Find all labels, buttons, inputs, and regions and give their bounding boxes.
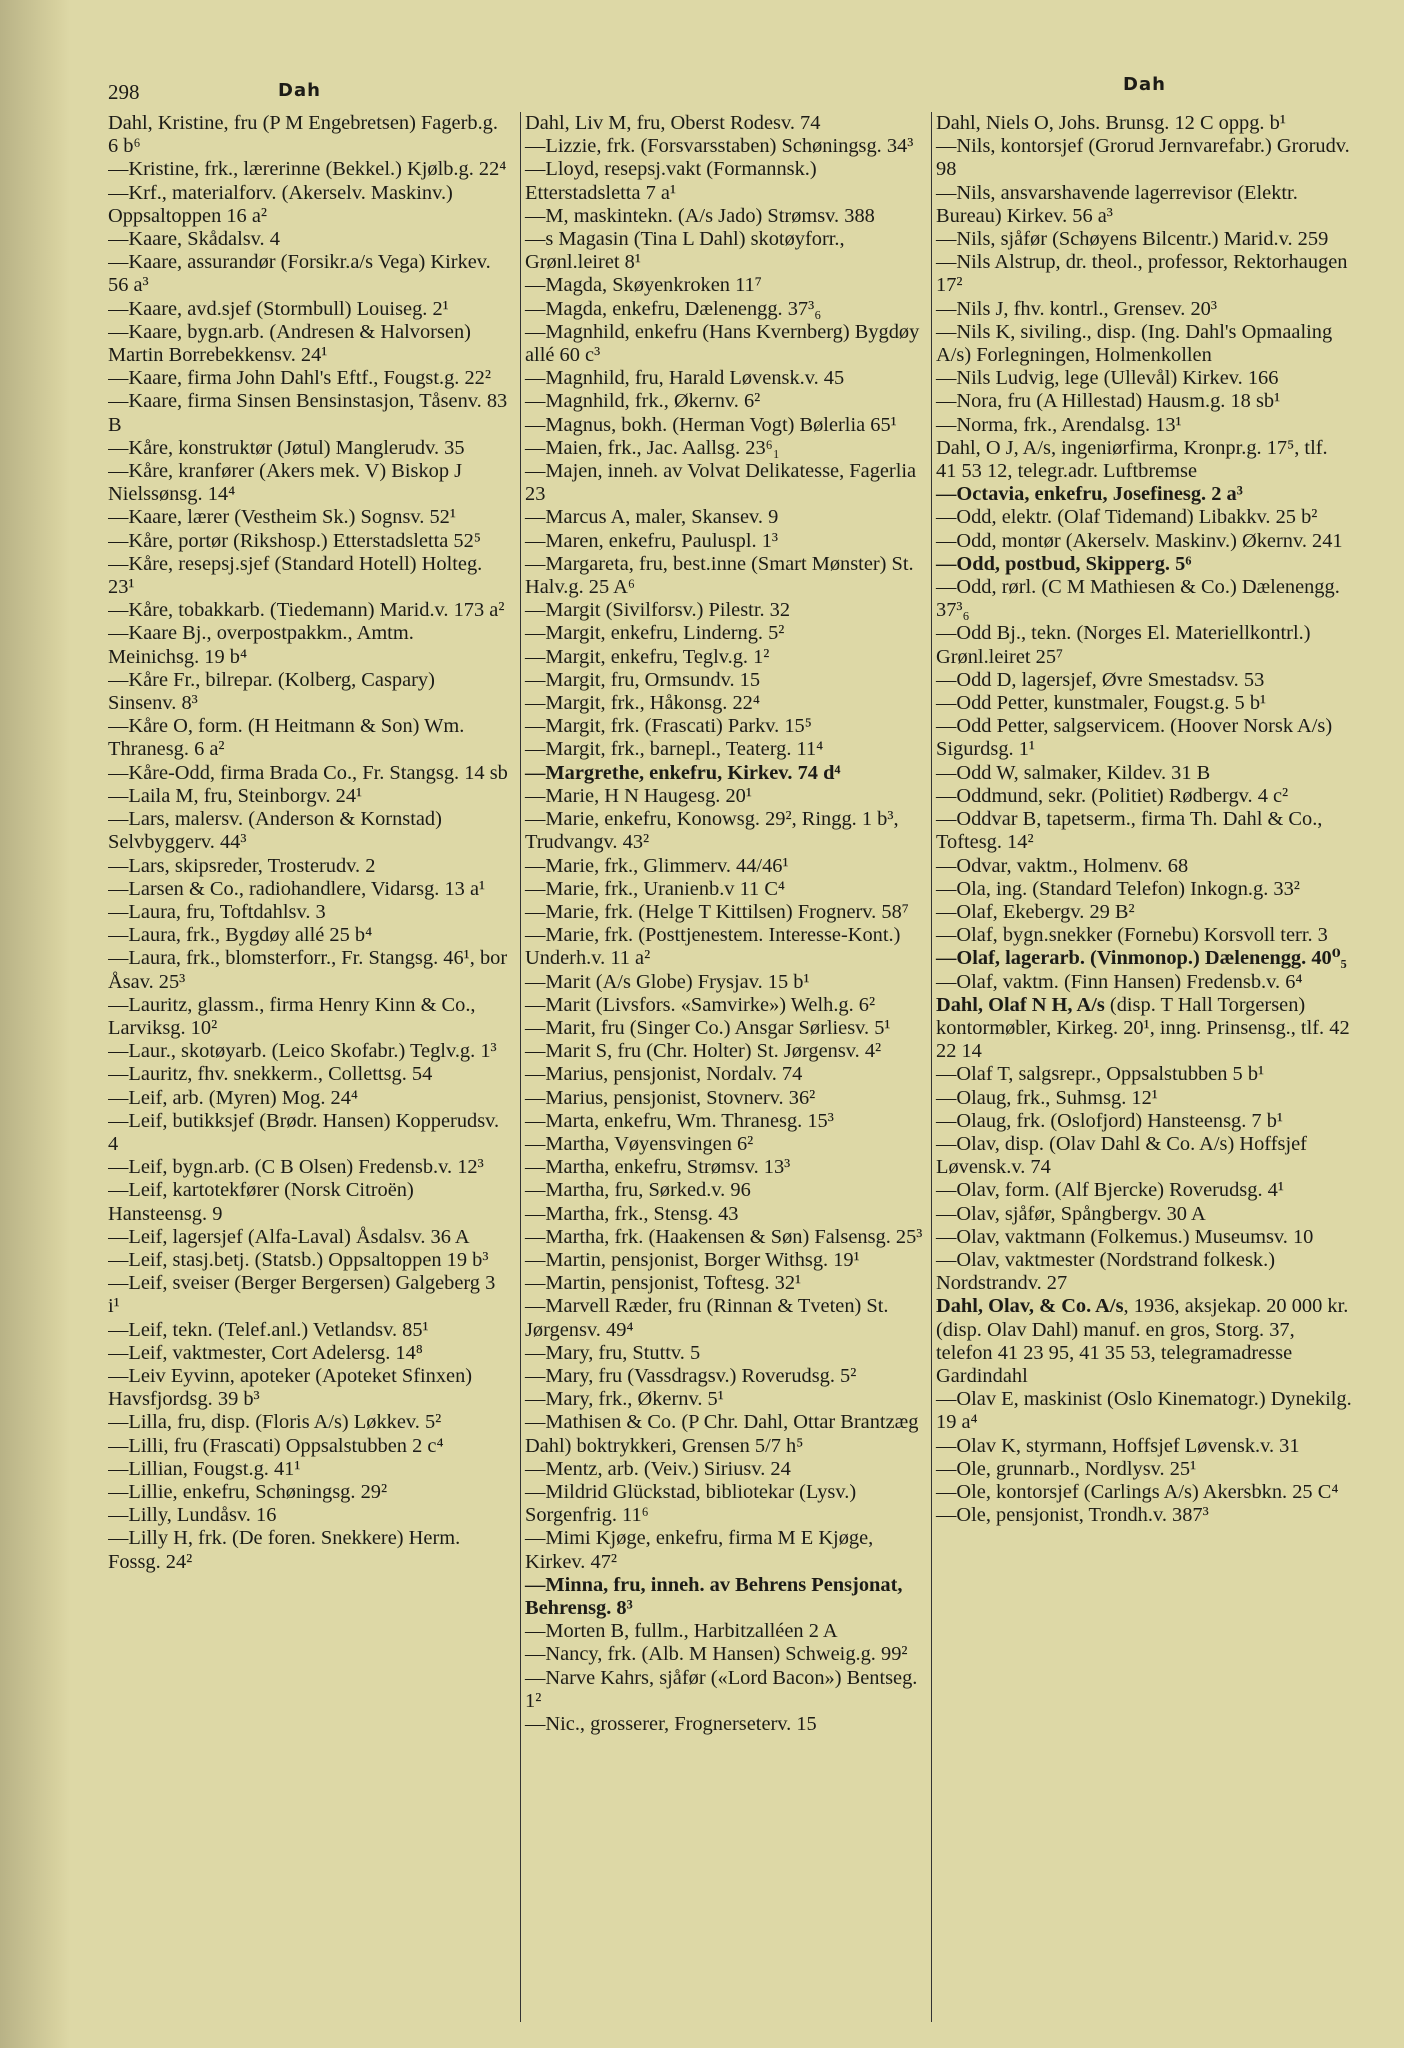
directory-entry: —Odd D, lagersjef, Øvre Smestadsv. 53 <box>936 668 1265 691</box>
directory-entry: —Margareta, fru, best.inne (Smart Mønster) St. Halv.g. 25 A⁶ <box>525 552 914 599</box>
directory-entry: —Octavia, enkefru, Josefinesg. 2 a³ <box>936 483 1243 506</box>
directory-entry: —Odd Petter, kunstmaler, Fougst.g. 5 b¹ <box>936 692 1267 715</box>
directory-entry: —Lauritz, glassm., firma Henry Kinn & Co., Larviksg. 10² <box>108 993 476 1039</box>
running-head-right: Dah <box>1123 74 1166 95</box>
directory-entry: —Ole, kontorsjef (Carlings A/s) Akersbkn. 25 C⁴ <box>936 1480 1339 1503</box>
directory-entry: —Olaf T, salgsrepr., Oppsalstubben 5 b¹ <box>936 1063 1265 1086</box>
directory-entry: —Martin, pensjonist, Borger Withsg. 19¹ <box>525 1248 860 1271</box>
directory-entry: —Odd, elektr. (Olaf Tidemand) Libakkv. 25 b² <box>936 506 1318 529</box>
directory-entry: —Marie, frk., Uranienb.v 11 C⁴ <box>525 877 786 900</box>
directory-entry: —Ola, ing. (Standard Telefon) Inkogn.g. 33² <box>936 877 1300 900</box>
directory-entry: —Margit, frk. (Frascati) Parkv. 15⁵ <box>525 715 812 738</box>
directory-entry: —Nora, fru (A Hillestad) Hausm.g. 18 sb¹ <box>936 390 1281 413</box>
directory-entry: —Oddvar B, tapetserm., firma Th. Dahl & Co., Toftesg. 14² <box>936 808 1323 854</box>
directory-entry: —Leif, lagersjef (Alfa-Laval) Åsdalsv. 36 A <box>108 1225 470 1248</box>
directory-entry: —Marta, enkefru, Wm. Thranesg. 15³ <box>525 1109 834 1132</box>
directory-entry: —Lilla, fru, disp. (Floris A/s) Løkkev. 5² <box>108 1411 442 1434</box>
directory-entry: —Kåre, konstruktør (Jøtul) Manglerudv. 35 <box>108 436 465 459</box>
directory-entry: —Olav, sjåfør, Spångbergv. 30 A <box>936 1202 1206 1225</box>
directory-entry: —Olaf, Ekebergv. 29 B² <box>936 900 1135 923</box>
directory-entry: —Morten B, fullm., Harbitzalléen 2 A <box>525 1620 838 1643</box>
directory-entry: —Leif, vaktmester, Cort Adelersg. 14⁸ <box>108 1341 423 1364</box>
directory-entry: —Kaare, lærer (Vestheim Sk.) Sognsv. 52¹ <box>108 506 456 529</box>
directory-entry: —Lillie, enkefru, Schøningsg. 29² <box>108 1480 388 1503</box>
directory-entry: —Nils J, fhv. kontrl., Grensev. 20³ <box>936 297 1217 320</box>
directory-entry: —Kaare, avd.sjef (Stormbull) Louiseg. 2¹ <box>108 297 449 320</box>
directory-entry: —Mildrid Glückstad, bibliotekar (Lysv.) Sorgenfrig. 11⁶ <box>525 1480 857 1527</box>
directory-entry: —Marvell Ræder, fru (Rinnan & Tveten) St. Jørgensv. 49⁴ <box>525 1295 889 1341</box>
directory-entry: —Marie, enkefru, Konowsg. 29², Ringg. 1 b³, Trudvangv. 43² <box>525 808 899 854</box>
directory-entry: —Larsen & Co., radiohandlere, Vidarsg. 13 a¹ <box>108 877 486 900</box>
directory-entry: Dahl, Olaf N H, A/s (disp. T Hall Torgersen) kontormøbler, Kirkeg. 20¹, inng. Prinsensg., tlf. 42 22 14 <box>936 993 1350 1063</box>
directory-entry: —M, maskintekn. (A/s Jado) Strømsv. 388 <box>525 204 875 227</box>
directory-entry: —Kåre, resepsj.sjef (Standard Hotell) Holteg. 23¹ <box>108 552 483 599</box>
directory-entry: —Kaare, bygn.arb. (Andresen & Halvorsen) Martin Borrebekkensv. 24¹ <box>108 320 471 367</box>
directory-entry: —Magnhild, fru, Harald Løvensk.v. 45 <box>525 367 845 390</box>
directory-entry: —Marcus A, maler, Skansev. 9 <box>525 506 779 529</box>
directory-entry: —Olav, vaktmann (Folkemus.) Museumsv. 10 <box>936 1225 1314 1248</box>
directory-entry: —Margit, enkefru, Linderng. 5² <box>525 622 785 645</box>
directory-entry: —Martha, frk., Stensg. 43 <box>525 1202 739 1225</box>
directory-entry: Dahl, Kristine, fru (P M Engebretsen) Fagerb.g. 6 b⁶ <box>108 112 498 158</box>
directory-entry: —Olav, disp. (Olav Dahl & Co. A/s) Hoffsjef Løvensk.v. 74 <box>936 1132 1307 1179</box>
directory-entry: —Magnus, bokh. (Herman Vogt) Bølerlia 65¹ <box>525 413 897 436</box>
directory-entry: —Margit, frk., barnepl., Teaterg. 11⁴ <box>525 738 824 761</box>
directory-entry: —Majen, inneh. av Volvat Delikatesse, Fagerlia 23 <box>525 460 917 506</box>
directory-entry: —Mathisen & Co. (P Chr. Dahl, Ottar Brantzæg Dahl) boktrykkeri, Grensen 5/7 h⁵ <box>525 1411 919 1457</box>
directory-entry: —Leif, stasj.betj. (Statsb.) Oppsaltoppen 19 b³ <box>108 1248 489 1271</box>
directory-entry: —Lilly, Lundåsv. 16 <box>108 1504 277 1527</box>
directory-entry: —Nils, kontorsjef (Grorud Jernvarefabr.) Grorudv. 98 <box>936 135 1350 181</box>
directory-entry: —Olaf, lagerarb. (Vinmonop.) Dælenengg. 40⁰₅ <box>936 947 1347 970</box>
directory-entry: —Lillian, Fougst.g. 41¹ <box>108 1457 301 1480</box>
directory-entry: —Odd Petter, salgservicem. (Hoover Norsk A/s) Sigurdsg. 1¹ <box>936 715 1333 761</box>
directory-entry: —Marit (Livsfors. «Samvirke») Welh.g. 6² <box>525 993 876 1016</box>
directory-entry: —Kåre O, form. (H Heitmann & Son) Wm. Thranesg. 6 a² <box>108 715 465 761</box>
directory-entry: —Olav, form. (Alf Bjercke) Roverudsg. 4¹ <box>936 1179 1284 1202</box>
directory-entry: —Kaare Bj., overpostpakkm., Amtm. Meinichsg. 19 b⁴ <box>108 622 414 668</box>
directory-entry: —Olaf, vaktm. (Finn Hansen) Fredensb.v. 6⁴ <box>936 970 1303 993</box>
directory-entry: —Margit (Sivilforsv.) Pilestr. 32 <box>525 599 791 622</box>
directory-entry: Dahl, Liv M, fru, Oberst Rodesv. 74 <box>525 112 821 134</box>
directory-entry: —Ole, pensjonist, Trondh.v. 387³ <box>936 1504 1209 1527</box>
directory-entry: —s Magasin (Tina L Dahl) skotøyforr., Grønl.leiret 8¹ <box>525 228 845 274</box>
directory-entry: —Magda, enkefru, Dælenengg. 37³₆ <box>525 297 822 320</box>
directory-entry: —Laura, frk., Bygdøy allé 25 b⁴ <box>108 924 373 947</box>
directory-entry: —Margrethe, enkefru, Kirkev. 74 d⁴ <box>525 761 841 784</box>
directory-entry: —Kåre, kranfører (Akers mek. V) Biskop J Nielssønsg. 14⁴ <box>108 460 463 506</box>
directory-entry: —Olav K, styrmann, Hoffsjef Løvensk.v. 31 <box>936 1434 1300 1457</box>
directory-entry: Dahl, O J, A/s, ingeniørfirma, Kronpr.g. 17⁵, tlf. 41 53 12, telegr.adr. Luftbremse <box>936 436 1328 483</box>
directory-entry: —Odd, postbud, Skipperg. 5⁶ <box>936 552 1192 575</box>
directory-entry: —Marius, pensjonist, Nordalv. 74 <box>525 1063 803 1086</box>
directory-entry: —Mentz, arb. (Veiv.) Siriusv. 24 <box>525 1457 791 1480</box>
directory-entry: Dahl, Niels O, Johs. Brunsg. 12 C oppg. b¹ <box>936 112 1286 134</box>
directory-entry: —Narve Kahrs, sjåfør («Lord Bacon») Bentseg. 1² <box>525 1666 918 1712</box>
directory-entry: —Ole, grunnarb., Nordlysv. 25¹ <box>936 1457 1197 1480</box>
directory-entry: —Marie, frk. (Helge T Kittilsen) Frognerv. 58⁷ <box>525 900 909 923</box>
directory-entry: —Margit, fru, Ormsundv. 15 <box>525 668 761 691</box>
directory-entry: —Marie, H N Haugesg. 20¹ <box>525 784 752 807</box>
directory-entry: —Odd W, salmaker, Kildev. 31 B <box>936 761 1211 784</box>
directory-entry: —Norma, frk., Arendalsg. 13¹ <box>936 413 1182 436</box>
directory-entry: —Lars, skipsreder, Trosterudv. 2 <box>108 854 376 877</box>
column-2 <box>520 112 933 2022</box>
directory-entry: —Kåre-Odd, firma Brada Co., Fr. Stangsg. 14 sb <box>108 761 508 784</box>
directory-entry: —Marie, frk., Glimmerv. 44/46¹ <box>525 854 789 877</box>
directory-entry: —Nancy, frk. (Alb. M Hansen) Schweig.g. 99² <box>525 1643 908 1666</box>
directory-entry: —Kåre, tobakkarb. (Tiedemann) Marid.v. 173 a² <box>108 599 505 622</box>
directory-entry: —Nils Ludvig, lege (Ullevål) Kirkev. 166 <box>936 367 1279 390</box>
directory-entry: —Kaare, assurandør (Forsikr.a/s Vega) Kirkev. 56 a³ <box>108 251 491 297</box>
directory-entry: —Leif, bygn.arb. (C B Olsen) Fredensb.v. 12³ <box>108 1156 484 1179</box>
directory-entry: —Maien, frk., Jac. Aallsg. 23⁶₁ <box>525 436 780 459</box>
directory-entry: —Marit S, fru (Chr. Holter) St. Jørgensv. 4² <box>525 1040 882 1063</box>
directory-entry: —Mary, frk., Økernv. 5¹ <box>525 1388 724 1411</box>
directory-entry: —Kaare, firma Sinsen Bensinstasjon, Tåsenv. 83 B <box>108 390 508 436</box>
directory-entry: —Martha, enkefru, Strømsv. 13³ <box>525 1156 791 1179</box>
directory-entry: —Magda, Skøyenkroken 11⁷ <box>525 274 762 297</box>
directory-entry: —Odd Bj., tekn. (Norges El. Materiellkontrl.) Grønl.leiret 25⁷ <box>936 622 1311 668</box>
directory-entry: —Krf., materialforv. (Akerselv. Maskinv.) Oppsaltoppen 16 a² <box>108 181 453 227</box>
entry-lead-bold: Dahl, Olav, & Co. A/s <box>936 1295 1124 1318</box>
directory-entry: —Lilli, fru (Frascati) Oppsalstubben 2 c⁴ <box>108 1434 444 1457</box>
directory-entry: —Laur., skotøyarb. (Leico Skofabr.) Teglv.g. 1³ <box>108 1040 497 1063</box>
directory-entry: —Leif, butikksjef (Brødr. Hansen) Kopperudsv. 4 <box>108 1109 500 1155</box>
directory-entry: —Leif, kartotekfører (Norsk Citroën) Hansteensg. 9 <box>108 1179 414 1225</box>
directory-entry: —Laila M, fru, Steinborgv. 24¹ <box>108 784 363 807</box>
directory-entry: —Lauritz, fhv. snekkerm., Collettsg. 54 <box>108 1063 433 1086</box>
directory-entry: —Marie, frk. (Posttjenestem. Interesse-Kont.) Underh.v. 11 a² <box>525 924 901 970</box>
directory-entry: —Olaug, frk., Suhmsg. 12¹ <box>936 1086 1158 1109</box>
page-edge-shadow <box>0 0 70 2048</box>
directory-entry: —Martha, Vøyensvingen 6² <box>525 1132 754 1155</box>
directory-entry: —Olaf, bygn.snekker (Fornebu) Korsvoll terr. 3 <box>936 924 1328 947</box>
directory-entry: —Marit (A/s Globe) Frysjav. 15 b¹ <box>525 970 810 993</box>
directory-entry: —Maren, enkefru, Pauluspl. 1³ <box>525 529 779 552</box>
directory-entry: —Olaug, frk. (Oslofjord) Hansteensg. 7 b¹ <box>936 1109 1284 1132</box>
directory-entry: —Minna, fru, inneh. av Behrens Pensjonat, Behrensg. 8³ <box>525 1573 903 1619</box>
directory-entry: —Leif, arb. (Myren) Mog. 24⁴ <box>108 1086 359 1109</box>
directory-entry: —Kristine, frk., lærerinne (Bekkel.) Kjølb.g. 22⁴ <box>108 158 507 181</box>
directory-entry: —Nils Alstrup, dr. theol., professor, Rektorhaugen 17² <box>936 251 1348 297</box>
directory-entry: —Nils K, siviling., disp. (Ing. Dahl's Opmaaling A/s) Forlegningen, Holmenkollen <box>936 320 1333 367</box>
directory-entry: —Margit, enkefru, Teglv.g. 1² <box>525 645 770 668</box>
directory-entry: —Martha, fru, Sørked.v. 96 <box>525 1179 751 1202</box>
column-1 <box>108 112 508 2022</box>
directory-entry: —Olav, vaktmester (Nordstrand folkesk.) Nordstrandv. 27 <box>936 1248 1275 1295</box>
directory-entry: —Kaare, firma John Dahl's Eftf., Fougst.g. 22² <box>108 367 491 390</box>
directory-entry: —Leiv Eyvinn, apoteker (Apoteket Sfinxen) Havsfjordsg. 39 b³ <box>108 1364 473 1411</box>
directory-entry: —Kåre Fr., bilrepar. (Kolberg, Caspary) Sinsenv. 8³ <box>108 668 435 715</box>
directory-entry: —Marit, fru (Singer Co.) Ansgar Sørliesv. 5¹ <box>525 1016 891 1039</box>
entry-lead-bold: Dahl, Olaf N H, A/s <box>936 993 1105 1016</box>
directory-entry: —Martin, pensjonist, Toftesg. 32¹ <box>525 1272 802 1295</box>
running-head-left: Dah <box>278 80 321 101</box>
directory-entry: —Odvar, vaktm., Holmenv. 68 <box>936 854 1189 877</box>
directory-entry: —Olav E, maskinist (Oslo Kinematogr.) Dynekilg. 19 a⁴ <box>936 1388 1352 1434</box>
directory-entry: —Leif, sveiser (Berger Bergersen) Galgeberg 3 i¹ <box>108 1272 496 1318</box>
directory-entry: Dahl, Olav, & Co. A/s, 1936, aksjekap. 20 000 kr. (disp. Olav Dahl) manuf. en gros, Storg. 37, telefon 41 23 95, 41 35 53, telegramadresse Gardindahl <box>936 1295 1349 1387</box>
directory-entry: —Nic., grosserer, Frognerseterv. 15 <box>525 1713 817 1736</box>
directory-entry: —Mimi Kjøge, enkefru, firma M E Kjøge, Kirkev. 47² <box>525 1527 874 1573</box>
directory-columns <box>108 112 1352 2022</box>
directory-entry: —Lilly H, frk. (De foren. Snekkere) Herm. Fossg. 24² <box>108 1527 461 1573</box>
directory-entry: —Laura, fru, Toftdahlsv. 3 <box>108 900 326 923</box>
directory-entry: —Nils, ansvarshavende lagerrevisor (Elektr. Bureau) Kirkev. 56 a³ <box>936 181 1298 227</box>
directory-entry: —Mary, fru (Vassdragsv.) Roverudsg. 5² <box>525 1364 857 1387</box>
directory-entry: —Oddmund, sekr. (Politiet) Rødbergv. 4 c² <box>936 784 1289 807</box>
page-number: 298 <box>108 80 140 104</box>
directory-entry: —Marius, pensjonist, Stovnerv. 36² <box>525 1086 816 1109</box>
directory-entry: —Kaare, Skådalsv. 4 <box>108 228 280 251</box>
directory-entry: —Nils, sjåfør (Schøyens Bilcentr.) Marid.v. 259 <box>936 228 1329 251</box>
directory-entry: —Odd, rørl. (C M Mathiesen & Co.) Dælenengg. 37³₆ <box>936 576 1340 622</box>
page-header <box>108 74 1348 108</box>
directory-entry: —Kåre, portør (Rikshosp.) Etterstadsletta 52⁵ <box>108 529 481 552</box>
directory-entry: —Laura, frk., blomsterforr., Fr. Stangsg. 46¹, bor Åsav. 25³ <box>108 947 508 993</box>
directory-entry: —Martha, frk. (Haakensen & Søn) Falsensg. 25³ <box>525 1225 923 1248</box>
directory-entry: —Mary, fru, Stuttv. 5 <box>525 1341 701 1364</box>
directory-entry: —Lizzie, frk. (Forsvarsstaben) Schøningsg. 34³ <box>525 135 914 158</box>
directory-entry: —Magnhild, frk., Økernv. 6² <box>525 390 761 413</box>
column-3 <box>931 112 1352 2022</box>
directory-entry: —Magnhild, enkefru (Hans Kvernberg) Bygdøy allé 60 c³ <box>525 320 920 367</box>
directory-entry: —Lloyd, resepsj.vakt (Formannsk.) Etterstadsletta 7 a¹ <box>525 158 817 204</box>
directory-entry: —Lars, malersv. (Anderson & Kornstad) Selvbyggerv. 44³ <box>108 808 442 854</box>
directory-entry: —Leif, tekn. (Telef.anl.) Vetlandsv. 85¹ <box>108 1318 429 1341</box>
directory-entry: —Odd, montør (Akerselv. Maskinv.) Økernv. 241 <box>936 529 1343 552</box>
directory-entry: —Margit, frk., Håkonsg. 22⁴ <box>525 692 760 715</box>
